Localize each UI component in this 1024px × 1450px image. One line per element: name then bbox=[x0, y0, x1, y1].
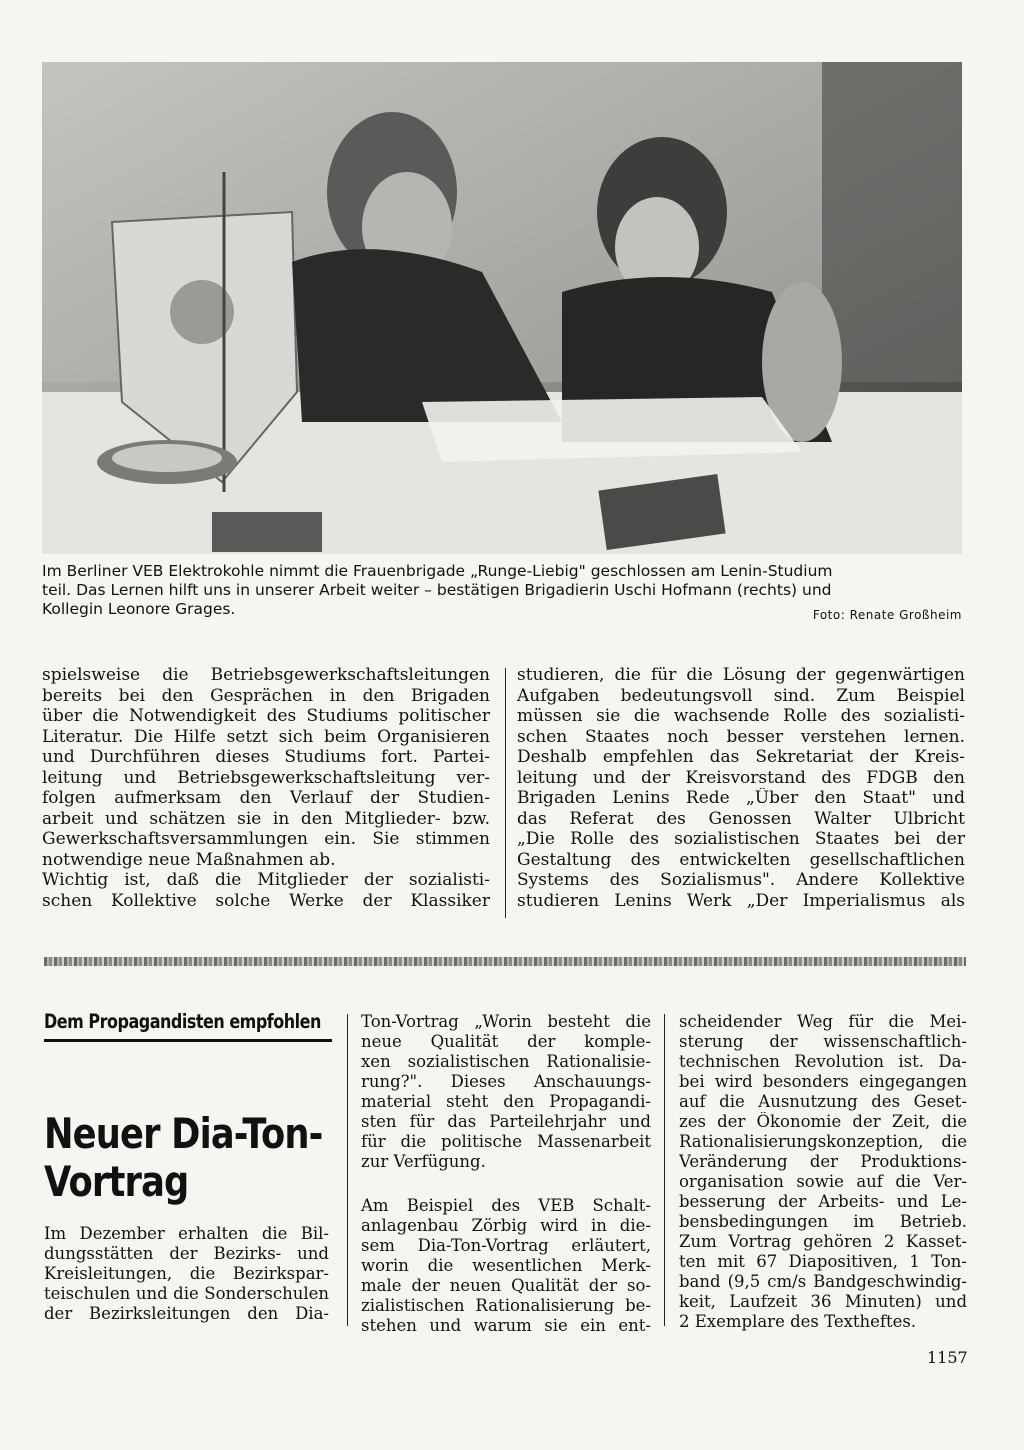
text-line: schen Kollektive solche Werke der Klassiker bbox=[42, 890, 490, 911]
text-line: spielsweise die Betriebsgewerkschaftsleitungen bbox=[42, 665, 490, 685]
text-line: Im Dezember erhalten die Bil- bbox=[44, 1224, 329, 1243]
text-line: Gestaltung des entwickelten gesellschaftlichen bbox=[517, 849, 965, 870]
text-line: Literatur. Die Hilfe setzt sich beim Organisieren bbox=[42, 726, 490, 747]
column-divider bbox=[347, 1014, 348, 1326]
text-line: sten für das Parteilehrjahr und bbox=[361, 1112, 651, 1131]
text-line: studieren Lenins Werk „Der Imperialismus als bbox=[517, 890, 965, 911]
text-line: sem Dia-Ton-Vortrag erläutert, bbox=[361, 1236, 651, 1255]
text-line: Rationalisierungskonzeption, die bbox=[679, 1132, 967, 1151]
text-line: müssen sie die wachsende Rolle des sozialisti- bbox=[517, 706, 965, 726]
text-line: notwendige neue Maßnahmen ab. bbox=[42, 849, 336, 870]
text-line: worin die wesentlichen Merk- bbox=[361, 1256, 651, 1275]
caption-line: Kollegin Leonore Grages. bbox=[42, 600, 236, 618]
text-line: studieren, die für die Lösung der gegenwärtigen bbox=[517, 665, 965, 685]
headline bbox=[44, 1110, 322, 1206]
article-column-left bbox=[42, 665, 490, 911]
box-column-2 bbox=[361, 1012, 651, 1336]
text-line: Systems des Sozialismus". Andere Kollektive bbox=[517, 870, 965, 890]
kicker-underline bbox=[44, 1039, 332, 1042]
text-line: Zum Vortrag gehören 2 Kasset- bbox=[679, 1232, 967, 1251]
text-line: Aufgaben bedeutungsvoll sind. Zum Beispiel bbox=[517, 685, 965, 706]
text-line: organisation sowie auf die Ver- bbox=[679, 1172, 967, 1191]
text-line: material steht den Propagandi- bbox=[361, 1092, 651, 1111]
text-line: und Durchführen dieses Studiums fort. Partei- bbox=[42, 747, 490, 767]
text-line: bereits bei den Gesprächen in den Brigaden bbox=[42, 685, 490, 706]
text-line: das Referat des Genossen Walter Ulbricht bbox=[517, 808, 965, 829]
text-line: Gewerkschaftsversammlungen ein. Sie stimmen bbox=[42, 829, 490, 849]
text-line: zur Verfügung. bbox=[361, 1152, 486, 1171]
text-line: auf die Ausnutzung des Geset- bbox=[679, 1092, 967, 1111]
text-line: band (9,5 cm/s Bandgeschwindig- bbox=[679, 1272, 967, 1291]
text-line: ten mit 67 Diapositiven, 1 Ton- bbox=[679, 1252, 967, 1271]
text-line: folgen aufmerksam den Verlauf der Studien- bbox=[42, 788, 490, 808]
text-line: für die politische Massenarbeit bbox=[361, 1132, 651, 1151]
text-line: scheidender Weg für die Mei- bbox=[679, 1012, 967, 1031]
text-line: 2 Exemplare des Textheftes. bbox=[679, 1312, 917, 1331]
caption-line: Im Berliner VEB Elektrokohle nimmt die Frauenbrigade „Runge-Liebig" geschlossen am Lenin-Studium bbox=[42, 562, 833, 580]
text-line: Brigaden Lenins Rede „Über den Staat" und bbox=[517, 788, 965, 808]
text-line: bensbedingungen im Betrieb. bbox=[679, 1212, 967, 1231]
text-line: zes der Ökonomie der Zeit, die bbox=[679, 1112, 967, 1131]
photo bbox=[42, 62, 962, 554]
text-line: Deshalb empfehlen das Sekretariat der Kreis- bbox=[517, 747, 965, 767]
text-line: Ton-Vortrag „Worin besteht die bbox=[361, 1012, 651, 1031]
text-line: zialistischen Rationalisierung be- bbox=[361, 1296, 651, 1315]
text-line: Wichtig ist, daß die Mitglieder der sozialisti- bbox=[42, 870, 490, 890]
page-number: 1157 bbox=[927, 1348, 968, 1367]
column-divider bbox=[505, 668, 506, 918]
text-line: rung?". Dieses Anschauungs- bbox=[361, 1072, 651, 1091]
photo-caption bbox=[42, 562, 966, 622]
kicker-heading: Dem Propagandisten empfohlen bbox=[44, 1010, 321, 1033]
text-line: „Die Rolle des sozialistischen Staates bei der bbox=[517, 829, 965, 849]
section-separator bbox=[44, 957, 966, 966]
text-line: leitung und Betriebsgewerkschaftsleitung ver- bbox=[42, 767, 490, 788]
box-column-3 bbox=[679, 1012, 967, 1332]
text-line: Veränderung der Produktions- bbox=[679, 1152, 967, 1171]
text-line: schen Staates noch besser verstehen lernen. bbox=[517, 726, 965, 747]
photo-illustration bbox=[42, 62, 962, 554]
text-line: neue Qualität der komple- bbox=[361, 1032, 651, 1051]
text-line: besserung der Arbeits- und Le- bbox=[679, 1192, 967, 1211]
text-line: technischen Revolution ist. Da- bbox=[679, 1052, 967, 1071]
text-line: keit, Laufzeit 36 Minuten) und bbox=[679, 1292, 967, 1311]
box-column-1 bbox=[44, 1224, 329, 1324]
photo-credit: Foto: Renate Großheim bbox=[812, 608, 962, 622]
column-divider bbox=[664, 1014, 665, 1326]
text-line: sterung der wissenschaftlich- bbox=[679, 1032, 967, 1051]
text-line: dungsstätten der Bezirks- und bbox=[44, 1244, 329, 1263]
text-line: der Bezirksleitungen den Dia- bbox=[44, 1304, 329, 1323]
text-line: bei wird besonders eingegangen bbox=[679, 1072, 967, 1091]
text-line: Kreisleitungen, die Bezirkspar- bbox=[44, 1264, 329, 1283]
caption-line: teil. Das Lernen hilft uns in unserer Arbeit weiter – bestätigen Brigadierin Uschi Hofmann (rechts) und bbox=[42, 581, 832, 599]
text-line: über die Notwendigkeit des Studiums politischer bbox=[42, 706, 490, 726]
text-line: arbeit und schätzen sie in den Mitglieder- bzw. bbox=[42, 808, 490, 829]
headline-line: Vortrag bbox=[44, 1157, 189, 1206]
text-line: Am Beispiel des VEB Schalt- bbox=[361, 1196, 651, 1215]
text-line: teischulen und die Sonderschulen bbox=[44, 1284, 329, 1303]
headline-line: Neuer Dia-Ton- bbox=[44, 1109, 323, 1158]
text-line: leitung und der Kreisvorstand des FDGB den bbox=[517, 767, 965, 788]
text-line: xen sozialistischen Rationalisie- bbox=[361, 1052, 651, 1071]
article-column-right bbox=[517, 665, 965, 911]
text-line: male der neuen Qualität der so- bbox=[361, 1276, 651, 1295]
text-line: stehen und warum sie ein ent- bbox=[361, 1316, 651, 1335]
text-line: anlagenbau Zörbig wird in die- bbox=[361, 1216, 651, 1235]
